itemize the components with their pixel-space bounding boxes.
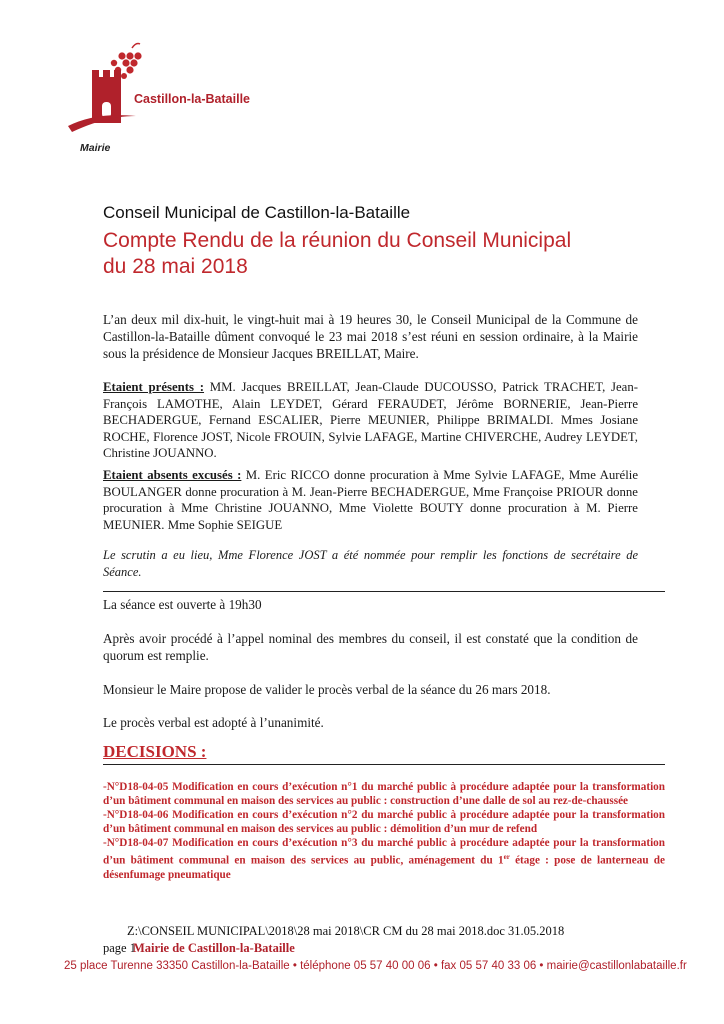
divider (103, 591, 665, 592)
present-label: Etaient présents : (103, 380, 205, 394)
footer-address: 25 place Turenne 33350 Castillon-la-Bataille • téléphone 05 57 40 00 06 • fax 05 57 40 33 06 • mairie@castillonlabataille.fr (64, 960, 687, 972)
decision-3-text: -N°D18-04-07 Modification en cours d’exécution n°3 du marché public à procédure adaptée pour la transformation d’un bâtiment communal en maison des services au public, aménagement du 1 (103, 837, 665, 867)
decision-item: -N°D18-04-06 Modification en cours d’exécution n°2 du marché public à procédure adaptée pour la transformation d’un bâtiment communal en maison des services au public : démolition d’un mur de refend (103, 809, 665, 835)
scrutin-paragraph: Le scrutin a eu lieu, Mme Florence JOST a été nommée pour remplir les fonctions de secrétaire de Séance. (103, 548, 638, 579)
logo-name: Castillon-la-Bataille (134, 92, 250, 106)
decision-item: -N°D18-04-05 Modification en cours d’exécution n°1 du marché public à procédure adaptée pour la transformation d’un bâtiment communal en maison des services au public : construction d’une dalle de sol au rez-de-chaussée (103, 781, 665, 807)
decisions-title: DECISIONS : (103, 742, 207, 761)
decision-3-sup: er (503, 853, 510, 861)
page-number: page 1 (103, 941, 136, 955)
document-title-line1: Compte Rendu de la réunion du Conseil Municipal (103, 229, 572, 252)
decision-3-text-end: étage : pose de lanterneau de désenfumage pneumatique (103, 854, 665, 881)
intro-paragraph: L’an deux mil dix-huit, le vingt-huit mai à 19 heures 30, le Conseil Municipal de la Commune de Castillon-la-Bataille dûment convoqué le 23 mai 2018 s’est réuni en session ordinaire, à la Mairie sous la présidence de Monsieur Jacques BREILLAT, Maire. (103, 312, 638, 361)
absent-label: Etaient absents excusés : (103, 468, 242, 482)
quorum-paragraph: Après avoir procédé à l’appel nominal des membres du conseil, il est constaté que la condition de quorum est remplie. (103, 631, 638, 663)
decisions-divider (103, 764, 665, 765)
seance-opening: La séance est ouverte à 19h30 (103, 597, 262, 612)
present-text: MM. Jacques BREILLAT, Jean-Claude DUCOUSSO, Patrick TRACHET, Jean-François LAMOTHE, Alain LEYDET, Gérard FERAUDET, Jérôme BORNERIE, Jean-Pierre BECHADERGUE, Fernand ESCALIER, Pierre MEUNIER, Philippe BRIMALDI. Mmes Josiane ROCHE, Florence JOST, Nicole FROUIN, Sylvie LAFAGE, Martine CHIVERCHE, Audrey LEYDET, Christine JOUANNO. (103, 380, 638, 460)
proces-verbal-proposal: Monsieur le Maire propose de valider le procès verbal de la séance du 26 mars 2018. (103, 682, 551, 697)
absent-paragraph (103, 467, 638, 533)
document-title-line2: du 28 mai 2018 (103, 255, 248, 278)
proces-verbal-adopted: Le procès verbal est adopté à l’unanimité. (103, 715, 324, 730)
decisions-list (103, 780, 665, 882)
file-path: Z:\CONSEIL MUNICIPAL\2018\28 mai 2018\CR CM du 28 mai 2018.doc 31.05.2018 (127, 924, 565, 938)
logo-subtitle: Mairie (80, 142, 111, 154)
footer-mairie: Mairie de Castillon-la-Bataille (133, 941, 295, 955)
absent-text: M. Eric RICCO donne procuration à Mme Sylvie LAFAGE, Mme Aurélie BOULANGER donne procuration à M. Jean-Pierre BECHADERGUE, Mme Françoise PRIOUR donne procuration à Mme Christine JOUANNO, Mme Violette BOUTY donne procuration à M. Pierre MEUNIER. Mme Sophie SEIGUE (103, 468, 639, 532)
council-heading: Conseil Municipal de Castillon-la-Bataille (103, 203, 411, 222)
decision-item (103, 836, 665, 882)
present-paragraph (103, 379, 638, 462)
document-title (103, 228, 663, 280)
